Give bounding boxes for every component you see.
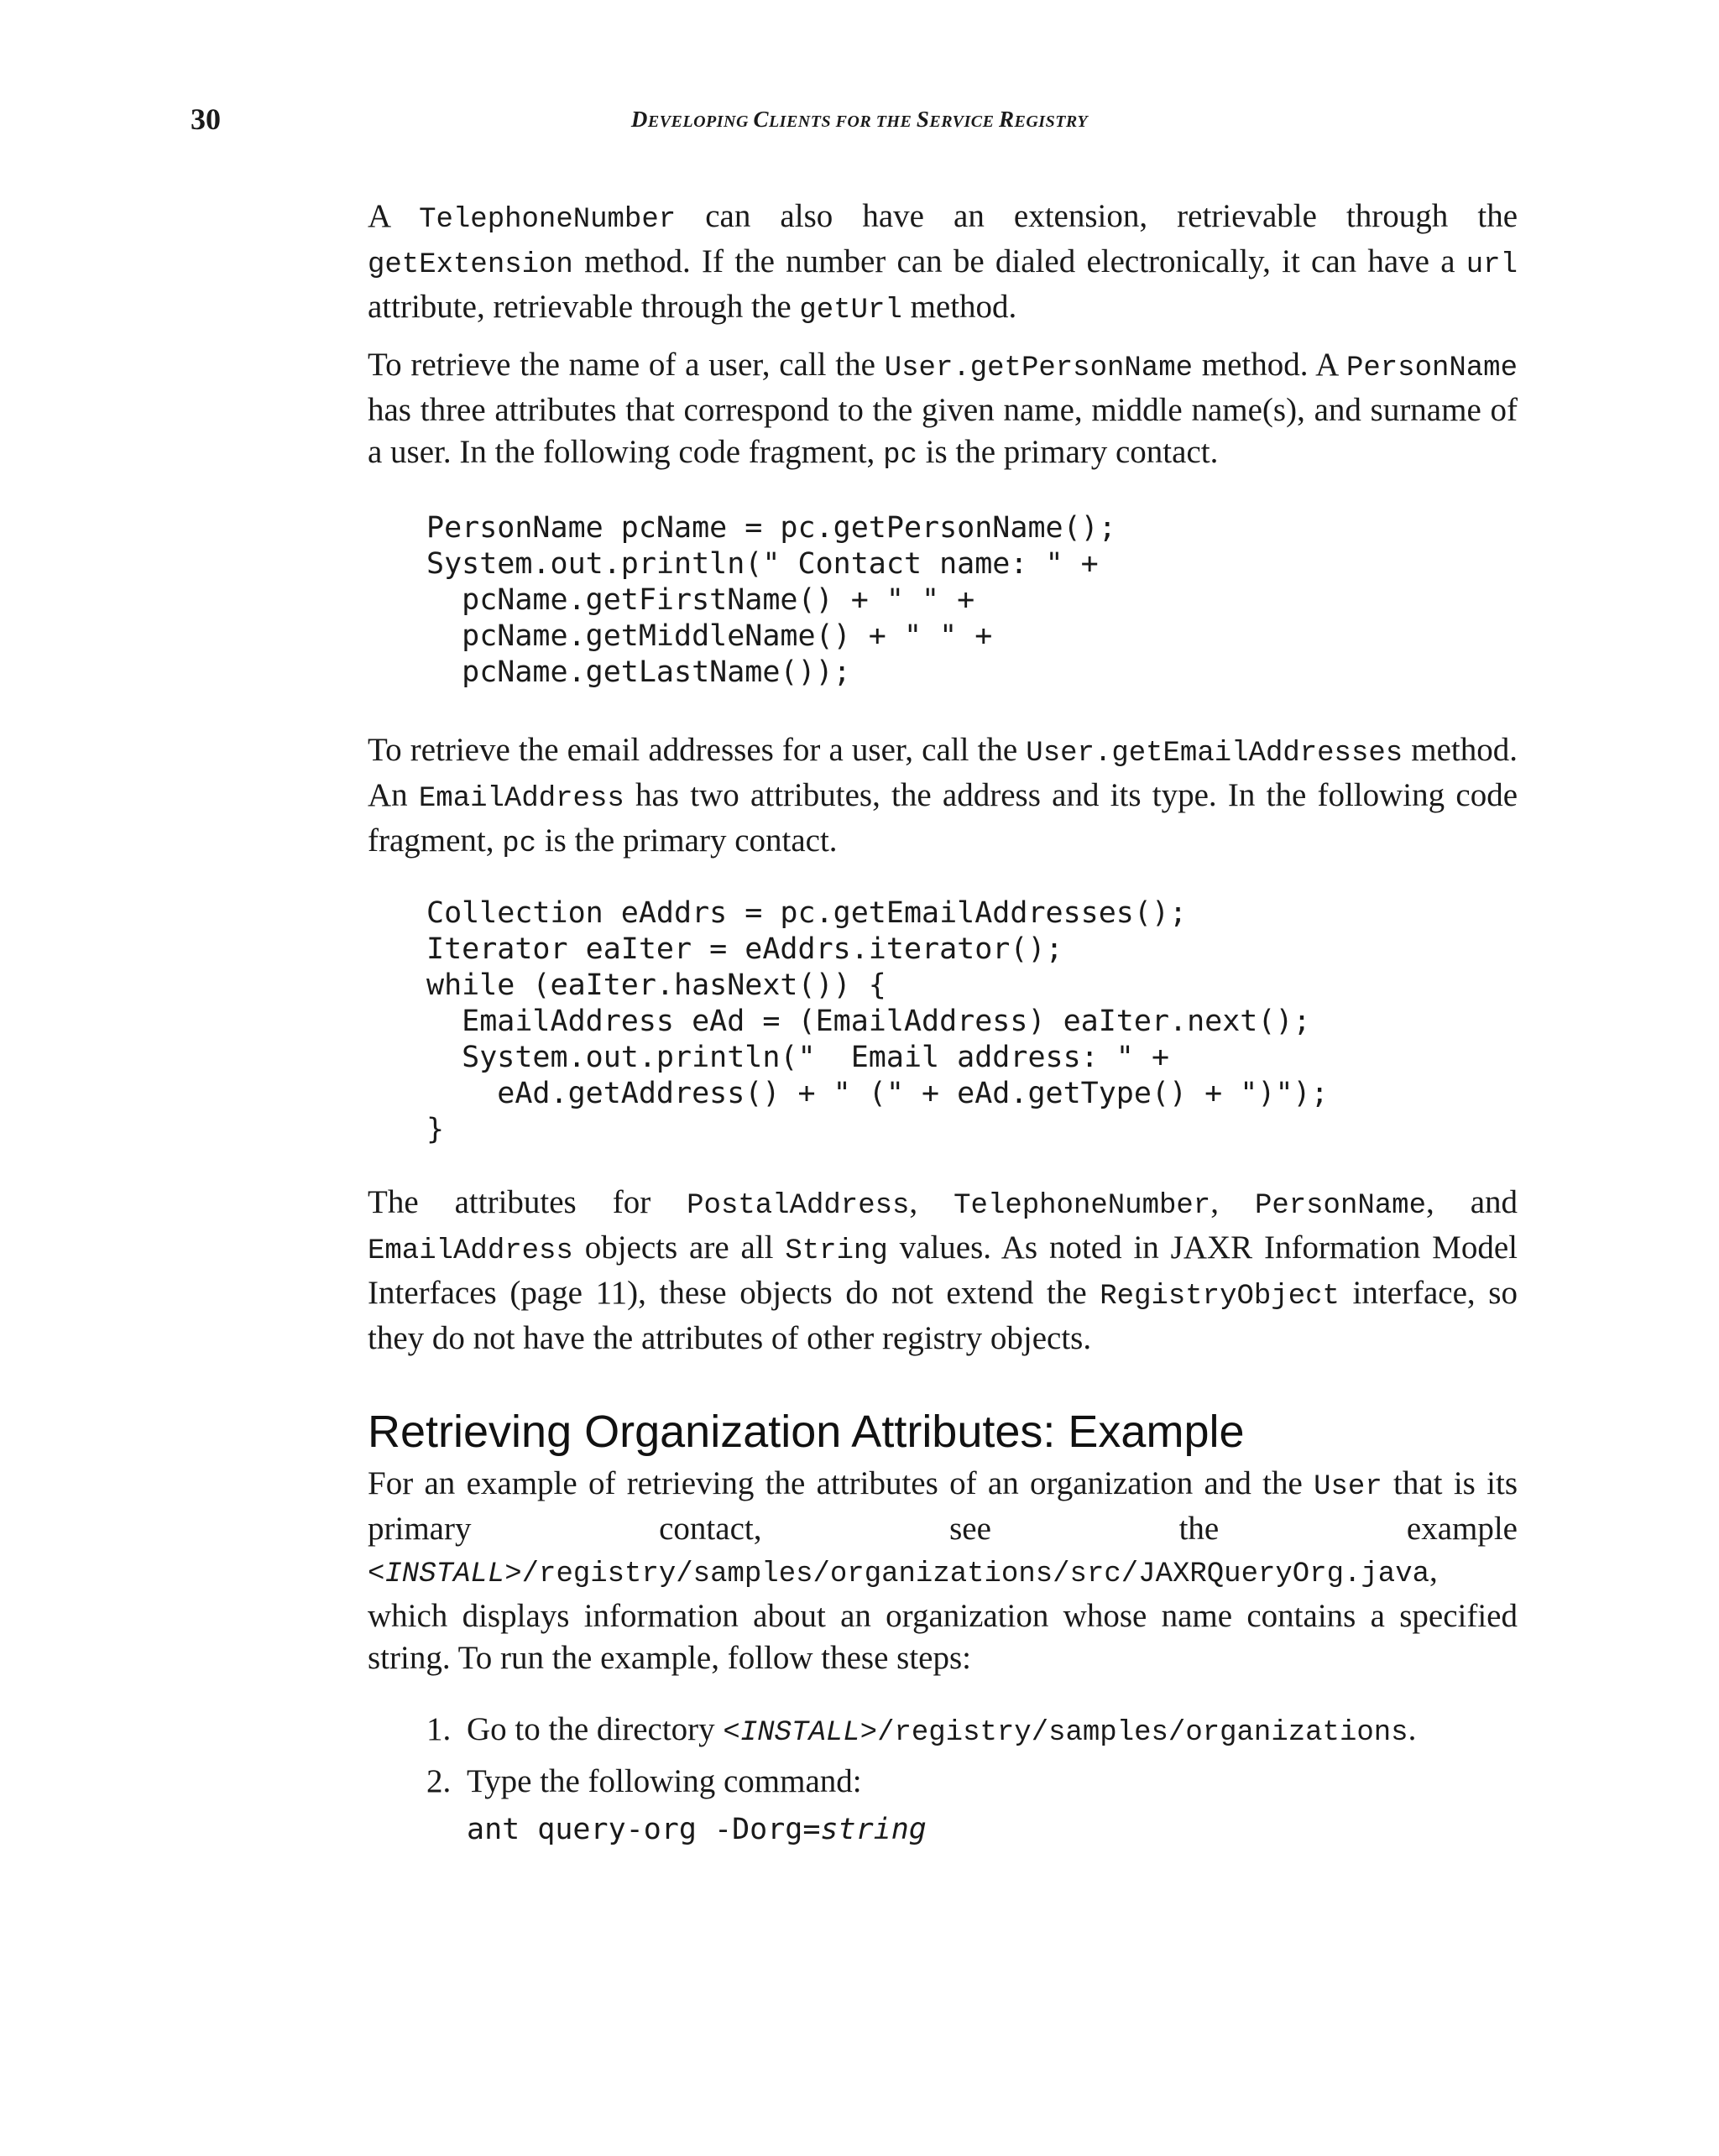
page-number: 30 (191, 102, 221, 136)
text: method. (901, 289, 1017, 325)
header-smallcaps: EVELOPING (647, 112, 754, 131)
command-argument: string (820, 1813, 927, 1846)
code-block-email-addresses: Collection eAddrs = pc.getEmailAddresses(); Iterator eaIter = eAddrs.iterator(); while (eaIter.hasNext()) { EmailAddress eAd = (EmailAddress) eaIter.next(); System.out.println(" Email address: " + eAd.getAddress() + " (" + eAd.getType() + ")"); } (426, 896, 1329, 1146)
header-smallcaps: ERVICE (929, 112, 999, 131)
inline-code-italic: <INSTALL> (723, 1717, 878, 1749)
inline-code-italic: <INSTALL> (368, 1558, 522, 1590)
text: that is its primary contact, see the example (368, 1465, 1518, 1547)
text: , (909, 1184, 954, 1220)
command-line (467, 1811, 927, 1848)
header-smallcaps: EGISTRY (1014, 112, 1089, 131)
header-cap: R (998, 107, 1015, 132)
inline-code: /registry/samples/organizations/src/JAXRQueryOrg.java (521, 1558, 1430, 1590)
header-cap: C (753, 107, 769, 132)
text: The attributes for (368, 1184, 687, 1220)
text: objects are all (572, 1229, 786, 1266)
inline-code: PersonName (1254, 1190, 1426, 1222)
section-heading: Retrieving Organization Attributes: Example (368, 1407, 1245, 1457)
text: For an example of retrieving the attributes of an organization and the (368, 1465, 1314, 1501)
inline-code: /registry/samples/organizations (877, 1717, 1408, 1749)
text: has two attributes, the address and its type. In the following code fragment, (368, 777, 1518, 859)
step-number: 2. (426, 1763, 452, 1799)
step-item (426, 1709, 1416, 1754)
paragraph-email-addresses (368, 729, 1518, 865)
text: is the primary contact. (917, 434, 1219, 470)
command-text: ant query-org -Dorg= (467, 1813, 821, 1846)
inline-code: User.getEmailAddresses (1026, 738, 1403, 770)
text: To retrieve the email addresses for a user, call the (368, 732, 1027, 768)
text: values. As noted in JAXR Information Model Interfaces (page 11), these objects do not extend the (368, 1229, 1518, 1311)
inline-code: url (1466, 249, 1518, 281)
code-block-person-name: PersonName pcName = pc.getPersonName(); System.out.println(" Contact name: " + pcName.getFirstName() + " " + pcName.getMiddleName() + " " + pcName.getLastName()); (426, 511, 1116, 689)
text: . (1408, 1711, 1417, 1747)
inline-code: EmailAddress (368, 1235, 573, 1267)
paragraph-telephone-extension (368, 196, 1518, 331)
running-header (0, 104, 1719, 137)
header-cap: D (630, 107, 648, 132)
text: method. An (368, 732, 1518, 813)
header-smallcaps: LIENTS FOR THE (768, 112, 917, 131)
paragraph-example-intro (368, 1463, 1518, 1679)
text: method. If the number can be dialed electronically, it can have a (572, 243, 1466, 279)
paragraph-attribute-types (368, 1182, 1518, 1360)
text: To retrieve the name of a user, call the (368, 347, 885, 383)
text: is the primary contact. (536, 822, 838, 859)
text: can also have an extension, retrievable through the (676, 198, 1518, 234)
step-number: 1. (426, 1711, 452, 1747)
text: A (368, 198, 420, 234)
inline-code: TelephoneNumber (419, 204, 677, 236)
text: attribute, retrievable through the (368, 289, 800, 325)
inline-code: pc (502, 828, 537, 860)
text: Go to the directory (467, 1711, 724, 1747)
inline-code: User.getPersonName (884, 352, 1193, 384)
inline-code: TelephoneNumber (954, 1190, 1211, 1222)
text: method. A (1193, 347, 1346, 383)
inline-code: String (785, 1235, 888, 1267)
step-item (426, 1761, 862, 1803)
inline-code: pc (883, 440, 917, 472)
inline-code: getUrl (799, 295, 902, 326)
inline-code: PostalAddress (687, 1190, 910, 1222)
inline-code: EmailAddress (418, 783, 624, 815)
text: Type the following command: (467, 1763, 862, 1799)
text: , which displays information about an organization whose name contains a specified string. To run the example, follow these steps: (368, 1553, 1518, 1676)
inline-code: getExtension (368, 249, 573, 281)
inline-code: RegistryObject (1100, 1281, 1340, 1313)
paragraph-person-name (368, 344, 1518, 477)
inline-code: User (1314, 1471, 1382, 1503)
text: , (1210, 1184, 1255, 1220)
inline-code: PersonName (1345, 352, 1518, 384)
text: interface, so they do not have the attributes of other registry objects. (368, 1275, 1518, 1356)
text: , and (1425, 1184, 1518, 1220)
text: has three attributes that correspond to the given name, middle name(s), and surname of a user. In the following code fragment, (368, 392, 1518, 470)
header-cap: S (916, 107, 930, 132)
